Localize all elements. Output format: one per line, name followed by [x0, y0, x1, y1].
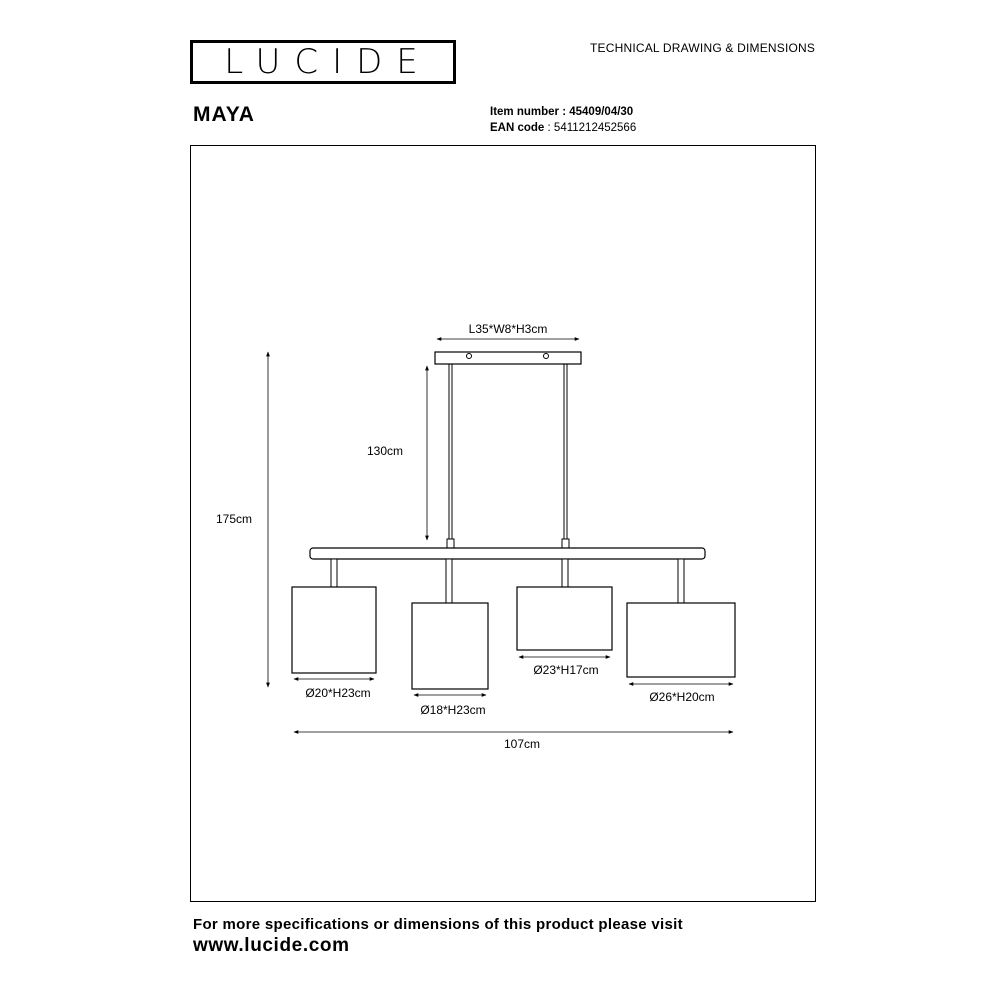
item-number-label: Item number	[490, 106, 560, 118]
canopy	[435, 352, 581, 364]
shade-2-dimension-label: Ø18*H23cm	[420, 703, 486, 717]
shade-3-dimension-label: Ø23*H17cm	[533, 663, 599, 677]
shade-3	[517, 587, 612, 650]
footer-text: For more specifications or dimensions of this product please visit	[193, 916, 683, 933]
ean-value: 5411212452566	[553, 122, 637, 134]
total-width-label: 107cm	[503, 737, 541, 751]
ean-label: EAN code	[490, 122, 545, 134]
product-name: MAYA	[193, 103, 255, 126]
shade-4-dimension-label: Ø26*H20cm	[649, 690, 715, 704]
canopy-dimension-label: L35*W8*H3cm	[468, 322, 548, 336]
shade-stems	[331, 559, 684, 603]
fixture-bar	[310, 548, 705, 559]
shade-1-dimension-label: Ø20*H23cm	[305, 686, 371, 700]
footer-url[interactable]: www.lucide.com	[193, 935, 350, 956]
shade-4	[627, 603, 735, 677]
suspension-cables	[447, 364, 569, 548]
cable-dimension-label: 130cm	[367, 444, 404, 458]
item-number-value: 45409/04/30	[569, 106, 634, 118]
ean-row: EAN code : 5411212452566	[490, 122, 637, 134]
item-number-row: Item number : 45409/04/30	[490, 106, 634, 118]
logo-text: LUCIDE	[224, 42, 432, 82]
total-height-label: 175cm	[216, 512, 253, 526]
document-type: TECHNICAL DRAWING & DIMENSIONS	[590, 41, 816, 55]
shade-2	[412, 603, 488, 689]
shade-1	[292, 587, 376, 673]
